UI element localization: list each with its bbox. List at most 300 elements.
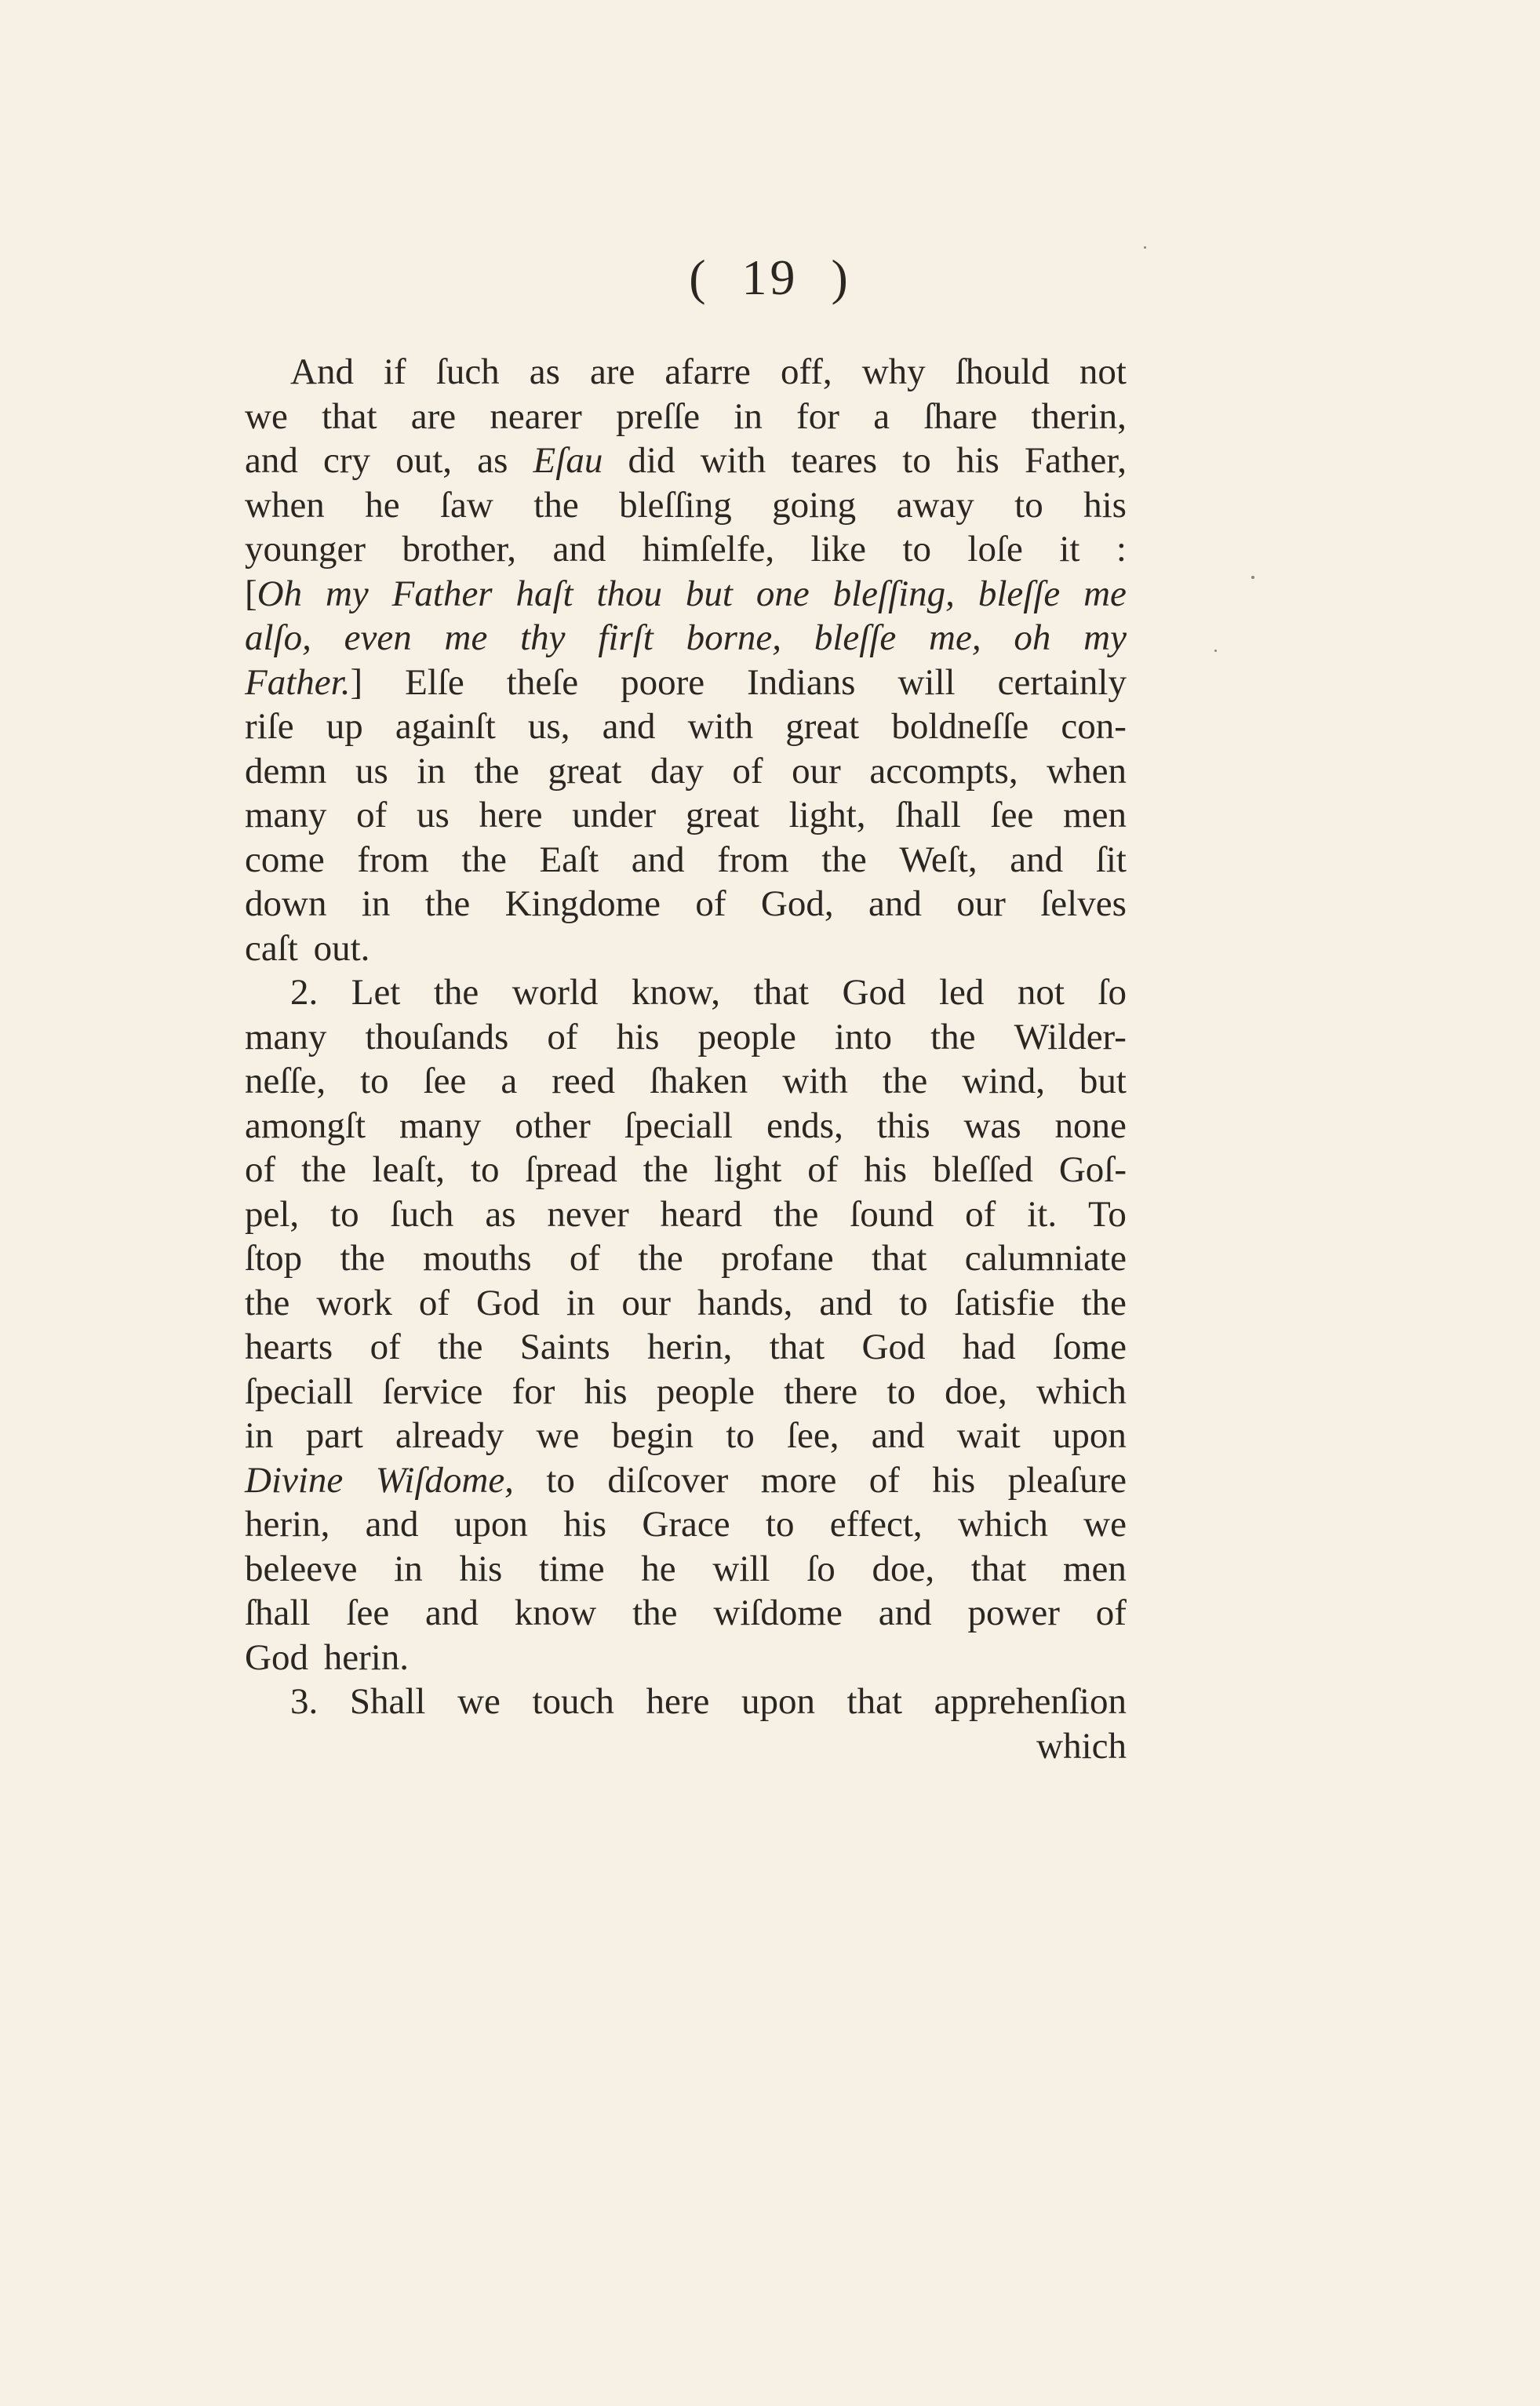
word: caſt <box>245 927 298 969</box>
word: great <box>785 706 860 747</box>
word: bleſſed <box>933 1149 1033 1190</box>
word: off, <box>780 351 832 392</box>
text-line <box>245 793 1127 838</box>
word: for <box>512 1370 555 1412</box>
word: that <box>753 972 810 1013</box>
word: that <box>769 1327 825 1367</box>
word: Father <box>391 573 493 614</box>
word: 2. <box>290 972 319 1013</box>
word: know <box>514 1592 597 1633</box>
word: in <box>566 1282 595 1323</box>
word: we <box>457 1681 501 1722</box>
word: haſt <box>515 573 573 614</box>
word: the <box>643 1149 689 1190</box>
word: of <box>695 883 726 924</box>
word: did <box>628 440 675 481</box>
word: as <box>485 1193 516 1235</box>
word: wind, <box>962 1061 1045 1101</box>
word: : <box>1116 529 1127 570</box>
word: with <box>782 1061 848 1101</box>
word: the <box>882 1061 928 1101</box>
word: herin. <box>323 1636 410 1678</box>
word: and <box>365 1504 419 1545</box>
word: and <box>1010 839 1064 880</box>
word: upon <box>741 1681 815 1722</box>
text-line <box>245 1148 1127 1192</box>
word: the <box>301 1149 347 1190</box>
word: mouths <box>423 1238 532 1279</box>
word: the <box>474 750 519 792</box>
word: the <box>821 839 867 880</box>
word: neſſe, <box>245 1061 326 1101</box>
word: there <box>784 1370 858 1412</box>
word: the <box>245 1282 290 1323</box>
word: the <box>438 1327 483 1367</box>
word: Shall <box>349 1681 426 1722</box>
word: his <box>459 1548 503 1589</box>
word: and <box>552 529 606 570</box>
word: know, <box>631 972 721 1013</box>
word: pel, <box>245 1193 300 1235</box>
word: led <box>938 972 985 1013</box>
word: to <box>887 1370 916 1412</box>
text-line <box>245 439 1127 483</box>
word: thou <box>596 573 663 614</box>
word: me, <box>929 617 981 658</box>
word: reed <box>552 1061 616 1101</box>
word: ſome <box>1053 1327 1127 1367</box>
word: Goſ- <box>1058 1149 1127 1190</box>
word: preſſe <box>616 395 701 437</box>
word: already <box>395 1415 504 1456</box>
word: to <box>899 1282 928 1323</box>
word: of <box>807 1149 839 1190</box>
word: ſpeciall <box>245 1370 354 1412</box>
word: light <box>714 1149 782 1190</box>
paper-speck <box>1214 650 1217 652</box>
word: his <box>584 1370 628 1412</box>
word: his <box>616 1016 660 1057</box>
word: people <box>656 1370 755 1412</box>
word: teares <box>791 440 878 481</box>
word: will <box>712 1548 770 1589</box>
word: poore <box>621 661 705 703</box>
word: if <box>384 351 406 392</box>
page-number-close-paren: ) <box>831 249 851 305</box>
word: herin, <box>245 1504 330 1545</box>
word: Divine <box>245 1459 344 1501</box>
word: nearer <box>490 395 582 437</box>
word: and <box>602 706 656 747</box>
word: of <box>245 1149 276 1190</box>
word: that <box>970 1548 1027 1589</box>
word: wiſdome <box>713 1592 843 1633</box>
word: loſe <box>967 529 1023 570</box>
word: bleſſe <box>814 617 897 658</box>
word: 3. <box>290 1681 319 1722</box>
word: God <box>245 1636 308 1678</box>
word: with <box>700 440 766 481</box>
word: into <box>834 1016 893 1057</box>
word: beleeve <box>245 1548 358 1589</box>
word: me <box>444 617 488 658</box>
word: to <box>546 1459 575 1501</box>
word: amongſt <box>245 1105 366 1146</box>
word: ſee <box>423 1061 467 1101</box>
text-line <box>245 616 1127 661</box>
word: great <box>548 750 622 792</box>
word: many <box>245 1016 327 1057</box>
word: out. <box>313 927 370 969</box>
word: ſhould <box>955 351 1050 392</box>
word: accompts, <box>869 750 1018 792</box>
word: Eaſt <box>539 839 599 880</box>
word: never <box>547 1193 629 1235</box>
text-line <box>245 483 1127 528</box>
word: that <box>871 1238 927 1279</box>
word: us <box>355 750 388 792</box>
text-line <box>245 1325 1127 1370</box>
word: us <box>417 795 450 835</box>
text-line <box>245 749 1127 794</box>
word: ſit <box>1095 839 1127 880</box>
word: And <box>290 351 354 392</box>
text-line <box>245 1236 1127 1281</box>
word: from <box>357 839 429 880</box>
word: [Oh <box>245 573 303 614</box>
word: my <box>1083 617 1127 658</box>
word: ends, <box>766 1105 843 1146</box>
word: come <box>245 839 325 880</box>
word: ſaw <box>440 484 493 526</box>
word: of <box>418 1282 450 1323</box>
text-line <box>245 1680 1127 1724</box>
text-line <box>245 1192 1127 1237</box>
page-number-value: 19 <box>741 249 799 305</box>
word: doe, <box>945 1370 1007 1412</box>
word: here <box>646 1681 710 1722</box>
word: God <box>842 972 906 1013</box>
word: the <box>930 1016 976 1057</box>
word: theſe <box>506 661 579 703</box>
word: hands, <box>697 1282 793 1323</box>
text-line <box>245 1104 1127 1148</box>
word: world <box>512 972 599 1013</box>
word: and <box>245 440 298 481</box>
word: which <box>1036 1725 1127 1767</box>
word: when <box>1047 750 1127 792</box>
word: our <box>956 883 1006 924</box>
word: demn <box>245 750 327 792</box>
word: why <box>861 351 926 392</box>
word: light, <box>788 795 866 835</box>
word: many <box>399 1105 482 1146</box>
word: alſo, <box>245 617 311 658</box>
word: to <box>726 1415 755 1456</box>
word: con- <box>1061 706 1127 747</box>
word: this <box>876 1105 930 1146</box>
word: leaſt, <box>372 1149 446 1190</box>
word: his <box>956 440 999 481</box>
word: Wiſdome, <box>375 1459 514 1501</box>
text-line <box>245 1547 1127 1592</box>
word: not <box>1079 351 1127 392</box>
word: down <box>245 883 327 924</box>
word: people <box>697 1016 796 1057</box>
word: begin <box>611 1415 694 1456</box>
paper-speck <box>1251 576 1254 579</box>
word: a <box>873 395 890 437</box>
word: but <box>685 573 733 614</box>
word: ſhare <box>923 395 998 437</box>
word: bleſſing, <box>832 573 955 614</box>
word: in <box>734 395 763 437</box>
text-line <box>245 1591 1127 1636</box>
word: was <box>963 1105 1021 1146</box>
word: thy <box>520 617 566 658</box>
word: ſuch <box>390 1193 454 1235</box>
word: will <box>897 661 956 703</box>
word: God, <box>760 883 834 924</box>
word: to <box>902 440 931 481</box>
word: as <box>529 351 560 392</box>
text-line <box>245 882 1127 926</box>
word: ſatisfie <box>954 1282 1055 1323</box>
word: his <box>563 1504 607 1545</box>
word: to <box>902 529 931 570</box>
word: we <box>1083 1504 1127 1545</box>
text-line <box>245 1281 1127 1326</box>
word: but <box>1079 1061 1127 1101</box>
text-line <box>245 527 1127 572</box>
word: work <box>316 1282 392 1323</box>
word: even <box>344 617 412 658</box>
word: Father, <box>1025 440 1127 481</box>
word: his <box>864 1149 908 1190</box>
word: touch <box>532 1681 614 1722</box>
word: of <box>356 795 388 835</box>
word: in <box>361 883 391 924</box>
word: to <box>360 1061 389 1101</box>
word: great <box>685 795 759 835</box>
word: in <box>245 1415 274 1456</box>
word: Father.] <box>245 661 363 703</box>
word: the <box>340 1238 385 1279</box>
word: and <box>819 1282 873 1323</box>
word: effect, <box>829 1504 923 1545</box>
body-text <box>245 350 1127 1768</box>
word: ſhall <box>245 1592 311 1633</box>
word: pleaſure <box>1007 1459 1127 1501</box>
text-line <box>245 970 1127 1015</box>
word: brother, <box>402 529 517 570</box>
word: and <box>425 1592 479 1633</box>
word: we <box>245 395 288 437</box>
word: ſo <box>1098 972 1127 1013</box>
word: Let <box>351 972 401 1013</box>
word: calumniate <box>964 1238 1127 1279</box>
word: ſelves <box>1040 883 1127 924</box>
word: under <box>572 795 657 835</box>
word: our <box>792 750 841 792</box>
word: borne, <box>686 617 782 658</box>
word: therin, <box>1031 395 1127 437</box>
word: us, <box>527 706 570 747</box>
word: day <box>650 750 704 792</box>
word: God <box>861 1327 926 1367</box>
word: ſee <box>346 1592 390 1633</box>
word: younger <box>245 529 366 570</box>
text-line <box>245 1458 1127 1503</box>
word: himſelfe, <box>642 529 775 570</box>
word: Saints <box>519 1327 610 1367</box>
word: Elſe <box>405 661 464 703</box>
text-line <box>245 1724 1127 1769</box>
text-line <box>245 572 1127 617</box>
word: Eſau <box>533 440 603 481</box>
page-number-open-paren: ( <box>689 249 709 305</box>
word: of <box>370 1327 401 1367</box>
text-line <box>245 1059 1127 1104</box>
word: he <box>641 1548 676 1589</box>
word: diſcover <box>607 1459 729 1501</box>
word: from <box>717 839 789 880</box>
word: to <box>330 1193 359 1235</box>
word: cry <box>323 440 371 481</box>
word: ſhall <box>895 795 961 835</box>
word: time <box>539 1548 605 1589</box>
word: other <box>515 1105 591 1146</box>
word: Wilder- <box>1014 1016 1127 1057</box>
text-line <box>245 1636 1127 1680</box>
word: herin, <box>647 1327 733 1367</box>
text-line <box>245 926 1127 971</box>
paper-speck <box>1144 246 1146 249</box>
text-line <box>245 1502 1127 1547</box>
word: when <box>245 484 325 526</box>
word: the <box>433 972 479 1013</box>
word: ſound <box>850 1193 934 1235</box>
word: more <box>760 1459 837 1501</box>
text-line <box>245 838 1127 883</box>
word: the <box>461 839 507 880</box>
word: to <box>765 1504 795 1545</box>
word: and <box>871 1415 925 1456</box>
word: the <box>533 484 579 526</box>
word: it <box>1059 529 1080 570</box>
word: Kingdome <box>504 883 661 924</box>
word: one <box>755 573 810 614</box>
word: and <box>631 839 685 880</box>
word: the <box>632 1592 678 1633</box>
word: his <box>1083 484 1127 526</box>
word: of <box>732 750 763 792</box>
text-line <box>245 1015 1127 1060</box>
word: boldneſſe <box>891 706 1029 747</box>
word: ſo <box>806 1548 836 1589</box>
word: bleſſing <box>619 484 732 526</box>
word: we <box>536 1415 580 1456</box>
word: it. <box>1027 1193 1058 1235</box>
word: ſee, <box>786 1415 839 1456</box>
word: the <box>638 1238 683 1279</box>
word: of <box>547 1016 578 1057</box>
word: me <box>1083 573 1127 614</box>
word: men <box>1063 795 1127 835</box>
word: of <box>868 1459 900 1501</box>
word: men <box>1062 1548 1127 1589</box>
word: part <box>305 1415 363 1456</box>
word: ſee <box>990 795 1034 835</box>
text-line <box>245 661 1127 705</box>
word: with <box>687 706 754 747</box>
word: afarre <box>664 351 751 392</box>
word: againſt <box>395 706 496 747</box>
word: of <box>569 1238 601 1279</box>
word: doe, <box>872 1548 935 1589</box>
text-line <box>245 1370 1127 1414</box>
word: Indians <box>747 661 856 703</box>
word: oh <box>1014 617 1051 658</box>
word: he <box>365 484 400 526</box>
word: ſhaken <box>650 1061 748 1101</box>
word: which <box>1036 1370 1127 1412</box>
word: heard <box>660 1193 743 1235</box>
word: here <box>479 795 543 835</box>
word: Weſt, <box>899 839 978 880</box>
word: To <box>1087 1193 1127 1235</box>
word: wait <box>956 1415 1021 1456</box>
word: and <box>878 1592 932 1633</box>
word: like <box>810 529 867 570</box>
word: of <box>965 1193 996 1235</box>
word: power <box>967 1592 1060 1633</box>
word: none <box>1054 1105 1127 1146</box>
word: many <box>245 795 327 835</box>
word: ſtop <box>245 1238 303 1279</box>
word: upon <box>1052 1415 1127 1456</box>
word: for <box>796 395 839 437</box>
word: which <box>957 1504 1048 1545</box>
word: to <box>1014 484 1043 526</box>
word: to <box>470 1149 500 1190</box>
word: away <box>896 484 974 526</box>
word: God <box>475 1282 540 1323</box>
word: out, <box>395 440 453 481</box>
word: a <box>501 1061 518 1101</box>
word: going <box>772 484 857 526</box>
word: that <box>846 1681 903 1722</box>
word: bleſſe <box>978 573 1061 614</box>
word: his <box>932 1459 976 1501</box>
text-line <box>245 395 1127 439</box>
word: ſervice <box>382 1370 483 1412</box>
text-line <box>245 704 1127 749</box>
word: apprehenſion <box>934 1681 1127 1722</box>
word: ſuch <box>435 351 500 392</box>
text-line <box>245 350 1127 395</box>
word: ſpeciall <box>624 1105 734 1146</box>
word: are <box>589 351 635 392</box>
word: riſe <box>245 706 294 747</box>
word: ſpread <box>525 1149 617 1190</box>
word: had <box>962 1327 1016 1367</box>
word: profane <box>721 1238 834 1279</box>
word: are <box>410 395 457 437</box>
word: the <box>424 883 471 924</box>
word: of <box>1095 1592 1127 1633</box>
word: as <box>477 440 508 481</box>
